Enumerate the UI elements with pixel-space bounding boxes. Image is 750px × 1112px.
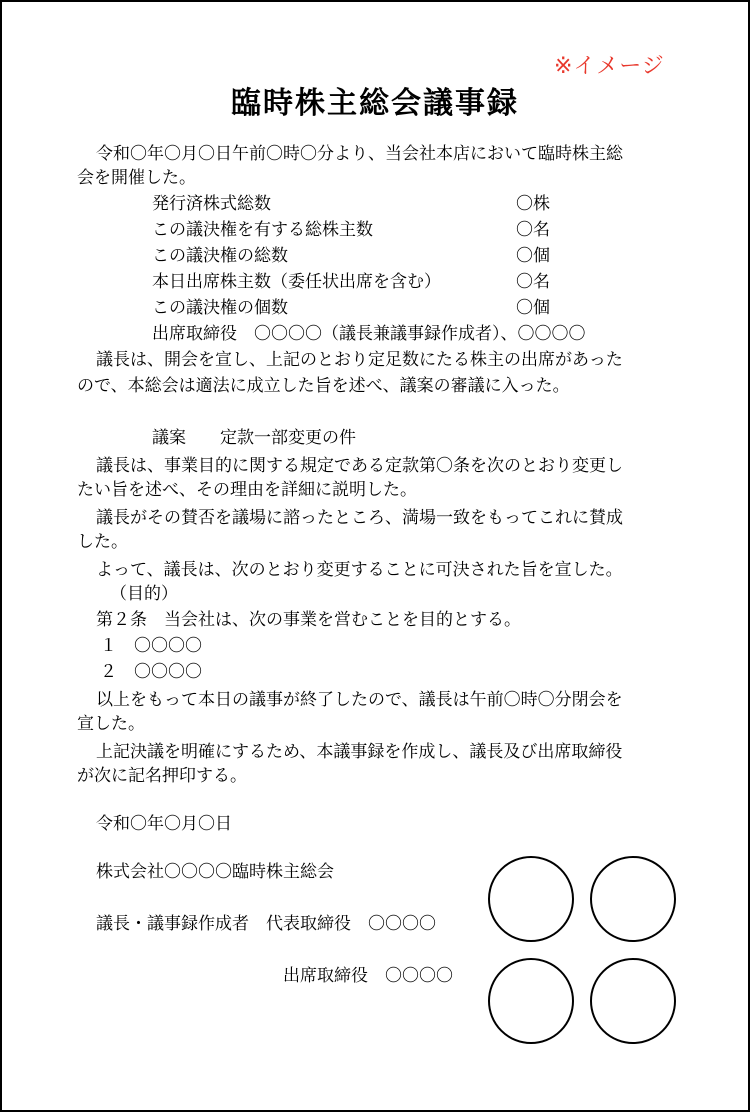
stat-value: 〇株 [516,194,550,214]
image-watermark: ※イメージ [554,54,665,79]
opening-line-1: 令和〇年〇月〇日午前〇時〇分より、当会社本店において臨時株主総 [96,144,623,164]
article-line: 第２条 当会社は、次の事業を営むことを目的とする。 [96,610,521,630]
document-title: 臨時株主総会議事録 [231,86,519,121]
quorum-line-1: 議長は、開会を宣し、上記のとおり定足数にたる株主の出席があった [96,350,623,370]
meeting-date: 令和〇年〇月〇日 [96,814,232,834]
record-line-2: が次に記名押印する。 [77,766,247,786]
stat-value: 〇名 [516,220,550,240]
director-signer-line: 出席取締役 〇〇〇〇 [283,966,453,986]
stat-label: この議決権の総数 [152,246,288,266]
explanation-line-1: 議長は、事業目的に関する規定である定款第〇条を次のとおり変更し [96,456,623,476]
resolution-line: よって、議長は、次のとおり変更することに可決された旨を宣した。 [96,560,623,580]
stat-label: 本日出席株主数（委任状出席を含む） [152,272,441,292]
chair-signer-line: 議長・議事録作成者 代表取締役 〇〇〇〇 [96,914,436,934]
business-item: １ 〇〇〇〇 [100,636,202,656]
stat-value: 〇個 [516,298,550,318]
record-line-1: 上記決議を明確にするため、本議事録を作成し、議長及び出席取締役 [96,742,623,762]
attending-directors-line: 出席取締役 〇〇〇〇（議長兼議事録作成者）、〇〇〇〇 [152,324,586,344]
vote-line-1: 議長がその賛否を議場に諮ったところ、満場一致をもってこれに賛成 [96,508,623,528]
seal-circle [488,958,574,1044]
vote-line-2: した。 [77,532,128,552]
seal-circle [590,856,676,942]
seal-circle [488,856,574,942]
stat-label: 発行済株式総数 [152,194,271,214]
agenda-heading: 議案 定款一部変更の件 [152,428,356,448]
seal-circle [590,958,676,1044]
stat-label: この議決権を有する総株主数 [152,220,373,240]
opening-line-2: 会を開催した。 [77,168,196,188]
stat-value: 〇個 [516,246,550,266]
closing-line-1: 以上をもって本日の議事が終了したので、議長は午前〇時〇分閉会を [96,690,623,710]
quorum-line-2: ので、本総会は適法に成立した旨を述べ、議案の審議に入った。 [77,376,570,396]
explanation-line-2: たい旨を述べ、その理由を詳細に説明した。 [77,480,417,500]
stat-value: 〇名 [516,272,550,292]
purpose-heading: （目的） [110,584,178,604]
business-item: ２ 〇〇〇〇 [100,662,202,682]
company-meeting-name: 株式会社〇〇〇〇臨時株主総会 [96,862,334,882]
stat-label: この議決権の個数 [152,298,288,318]
closing-line-2: 宣した。 [77,714,145,734]
